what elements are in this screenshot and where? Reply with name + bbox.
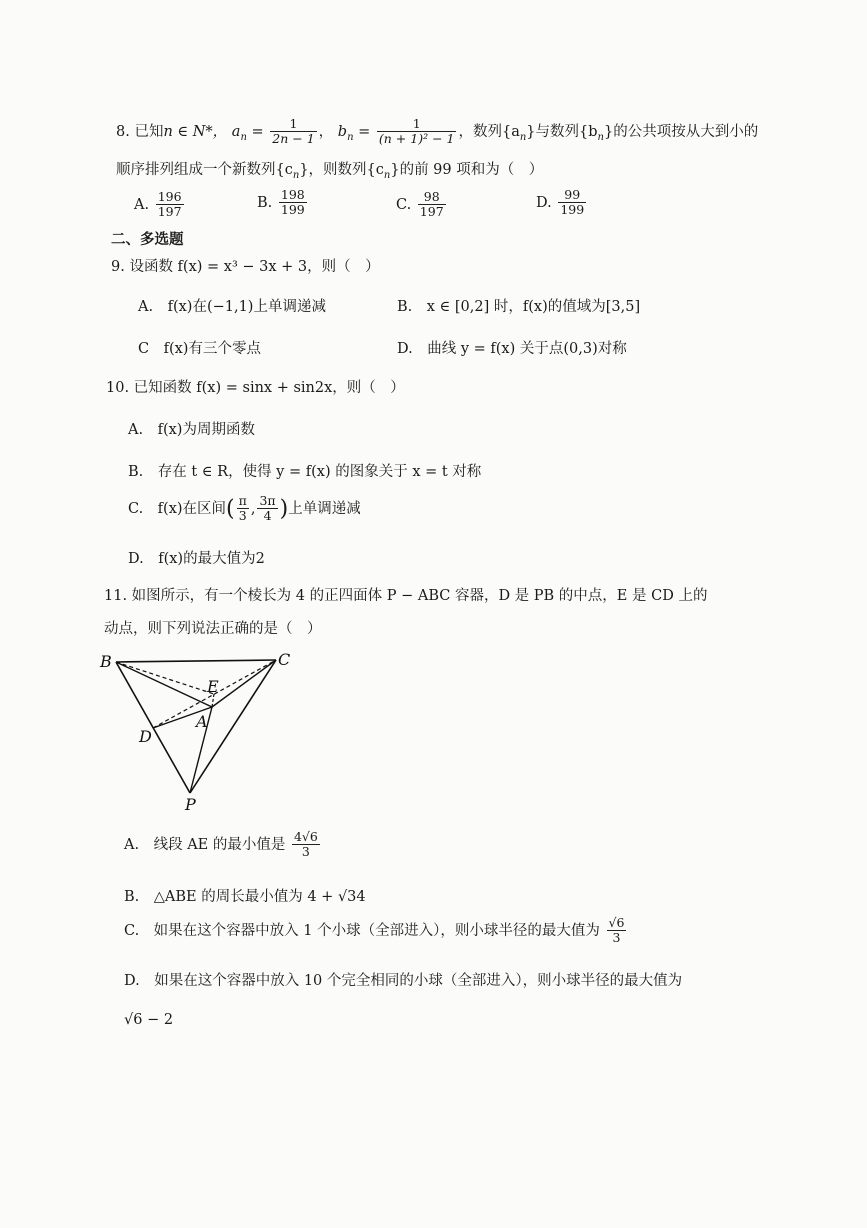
q11-option-c[interactable] <box>124 916 628 946</box>
q10-number: 10. <box>106 380 130 396</box>
q8-option-d[interactable] <box>536 188 588 218</box>
q10-option-c[interactable]: C. f(x)在区间( $\frac{\pi}{3}$ , $\frac{3\pi}{4}$ )上单调递减 <box>128 493 361 524</box>
q8-option-a[interactable] <box>134 190 186 220</box>
q8-b-label: b <box>337 123 348 140</box>
q10-fraction-1: $\frac{\pi}{3}$ <box>238 493 247 524</box>
q8-stem-line2b: }，则数列{c <box>299 162 384 178</box>
q10-option-c-pre: C. f(x)在区间 <box>128 500 227 517</box>
q9-number: 9. <box>111 259 125 275</box>
q10-fraction-2: $\frac{3\pi}{4}$ <box>259 493 276 524</box>
q10-option-b[interactable]: B. 存在 t ∈ R，使得 y = f(x) 的图象关于 x = t 对称 <box>128 464 482 480</box>
label-b: B <box>100 652 112 671</box>
q11-option-d-line2: √6 − 2 <box>124 1012 174 1028</box>
q9-option-c[interactable]: C f(x)有三个零点 <box>138 341 261 357</box>
q9-option-b[interactable]: B. x ∈ [0,2] 时，f(x)的值域为[3,5] <box>397 299 641 315</box>
section-heading-multiple-choice: 二、多选题 <box>111 231 184 248</box>
q8-line1: 8. 已知n ∈ N*， $a_n$ = $\frac{1}{2n - 1}$ ， $b_n$ = $\frac{1}{\text{(n + 1)² − 1}}$ ，数列$\{a_n\}$与数列$\{b_n\}$的公共项按从大到小的 <box>116 116 759 147</box>
q8-b-fraction: $\frac{1}{\text{(n + 1)² − 1}}$ <box>378 116 455 147</box>
q8-stem-a: 已知 <box>134 123 164 140</box>
label-a: A <box>196 712 208 731</box>
q8-line2: 顺序排列组成一个新数列$\{c_n\}$，则数列$\{c_n\}$的前 99 项和为（ ） <box>116 162 544 181</box>
q9-stem-text: 设函数 f(x) = x³ − 3x + 3，则（ ） <box>129 259 380 275</box>
option-fraction: $\frac{98}{197}$ <box>419 189 444 220</box>
option-label: B. <box>257 194 273 211</box>
q11-option-a[interactable] <box>124 830 322 860</box>
q8-stem-d: }的公共项按从大到小的 <box>603 123 759 140</box>
q10-stem-text: 已知函数 f(x) = sinx + sin2x，则（ ） <box>133 380 405 396</box>
option-fraction: $\frac{99}{199}$ <box>560 187 585 218</box>
q11-option-b[interactable]: B. △ABE 的周长最小值为 4 + √34 <box>124 889 366 905</box>
q11-option-d[interactable]: D. 如果在这个容器中放入 10 个完全相同的小球（全部进入），则小球半径的最大值为 <box>124 973 683 989</box>
tetrahedron-figure <box>98 648 308 818</box>
q10-option-c-post: 上单调递减 <box>288 500 361 517</box>
q11-option-c-text: C. 如果在这个容器中放入 1 个小球（全部进入），则小球半径的最大值为 <box>124 922 600 939</box>
edge-bc <box>116 660 276 662</box>
option-label: D. <box>536 194 552 211</box>
label-c: C <box>278 650 291 669</box>
q8-stem-b: ，数列{a <box>458 123 520 140</box>
q11-option-a-fraction: $\frac{4√6}{3}$ <box>293 829 318 860</box>
q9-option-d[interactable]: D. 曲线 y = f(x) 关于点(0,3)对称 <box>397 341 627 357</box>
q10-stem <box>106 376 405 397</box>
q10-option-d[interactable]: D. f(x)的最大值为2 <box>128 551 265 567</box>
edge-ba <box>116 662 212 707</box>
q8-option-b[interactable] <box>257 188 309 218</box>
q8-number: 8. <box>116 123 130 140</box>
label-p: P <box>185 795 196 814</box>
q9-option-a[interactable]: A. f(x)在(−1,1)上单调递减 <box>138 299 326 315</box>
label-d: D <box>139 727 152 746</box>
option-fraction: $\frac{196}{197}$ <box>157 189 182 220</box>
q11-option-a-text: A. 线段 AE 的最小值是 <box>124 836 286 853</box>
q11-option-c-fraction: $\frac{√6}{3}$ <box>608 915 625 946</box>
q8-n-in-N: n ∈ N*， <box>163 123 228 140</box>
q8-a-label: a <box>231 123 241 140</box>
q11-stem-line1 <box>104 584 707 605</box>
label-e: E <box>207 677 219 696</box>
option-label: A. <box>134 196 150 213</box>
edge-ca <box>212 660 276 707</box>
option-label: C. <box>396 196 412 213</box>
option-fraction: $\frac{198}{199}$ <box>280 187 305 218</box>
q8-a-fraction: $\frac{1}{2n - 1}$ <box>272 116 315 147</box>
q8-option-c[interactable] <box>396 190 448 220</box>
q11-stem-line2: 动点，则下列说法正确的是（ ） <box>104 621 322 637</box>
q10-option-a[interactable]: A. f(x)为周期函数 <box>128 422 255 438</box>
q8-stem-line2: 顺序排列组成一个新数列{c <box>116 162 293 178</box>
q8-stem-line2c: }的前 99 项和为（ ） <box>390 162 544 178</box>
q11-stem-text: 如图所示，有一个棱长为 4 的正四面体 P − ABC 容器，D 是 PB 的中点，E 是 CD 上的 <box>131 588 708 604</box>
q8-stem-c: }与数列{b <box>526 123 598 140</box>
q9-stem <box>111 255 380 276</box>
q11-number: 11. <box>104 588 128 604</box>
